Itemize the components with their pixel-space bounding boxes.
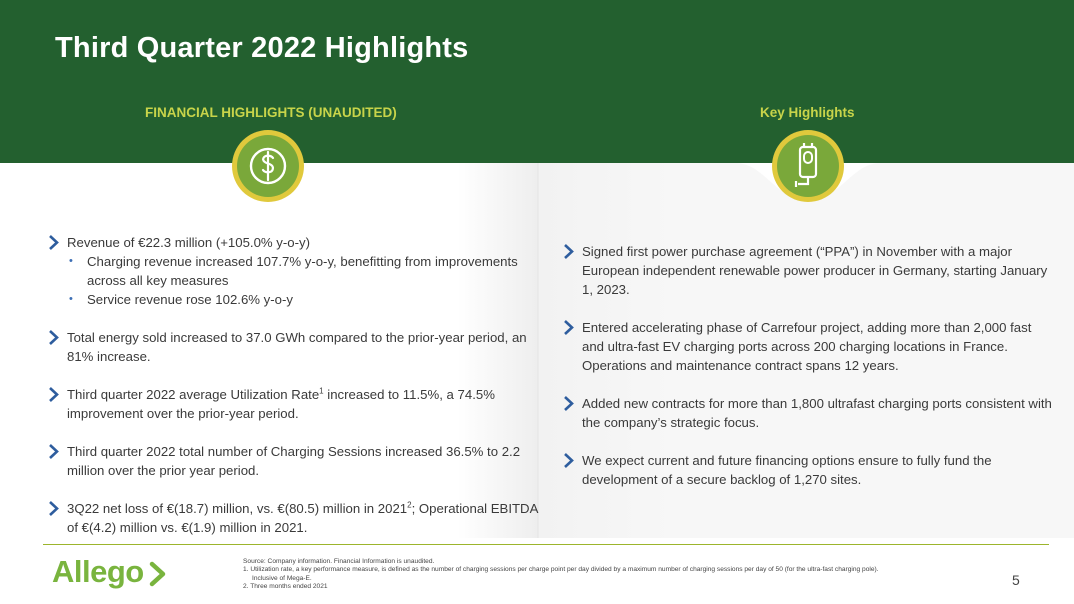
list-item: Entered accelerating phase of Carrefour project, adding more than 2,000 fast and ultra-fast EV charging ports across 200 charging locations in France. Operations and maintenance contract spans 12 years. <box>563 318 1053 375</box>
footnote-1: 1. Utilization rate, a key performance measure, is defined as the number of charging sessions per charge point per day divided by a maximum number of charging sessions per day of 50 (for the ultra-fast charging pole). <box>243 566 879 574</box>
footnote-2: 2. Three months ended 2021 <box>243 583 328 591</box>
bullet-dot-icon: • <box>69 255 73 267</box>
list-item: 3Q22 net loss of €(18.7) million, vs. €(80.5) million in 2021$^2$; Operational EBITDA of €(4.2) million vs. €(1.9) million in 2021. <box>48 499 538 537</box>
page-number: 5 <box>1012 572 1020 588</box>
chevron-right-icon <box>563 395 575 412</box>
chevron-right-icon <box>48 386 60 403</box>
allego-logo: Allego <box>52 554 144 589</box>
source-note: Source: Company information. Financial Information is unaudited. <box>243 558 435 565</box>
chevron-right-icon <box>563 243 575 260</box>
dollar-coin-icon <box>230 128 306 204</box>
footnotes <box>243 558 1003 592</box>
financial-highlights-heading: FINANCIAL HIGHLIGHTS (UNAUDITED) <box>145 105 397 120</box>
footer-divider <box>43 544 1049 545</box>
sub-list-item: • Service revenue rose 102.6% y-o-y <box>69 292 293 307</box>
chevron-right-icon <box>563 452 575 469</box>
charging-plug-icon <box>770 128 846 204</box>
bullet-dot-icon: • <box>69 293 73 305</box>
list-item: Total energy sold increased to 37.0 GWh compared to the prior-year period, an 81% increase. <box>48 328 538 366</box>
list-item: Third quarter 2022 average Utilization Rate$^1$ increased to 11.5%, a 74.5% improvement over the prior-year period. <box>48 385 538 423</box>
page-title: Third Quarter 2022 Highlights <box>55 32 469 64</box>
list-item: We expect current and future financing options ensure to fully fund the development of a secure backlog of 1,270 sites. <box>563 451 1053 489</box>
key-highlights-list <box>563 242 1053 489</box>
list-item: Third quarter 2022 total number of Charging Sessions increased 36.5% to 2.2 million over the prior year period. <box>48 442 538 480</box>
logo-chevron-icon <box>148 561 168 587</box>
list-item: Signed first power purchase agreement (“PPA”) in November with a major European independent renewable power producer in Germany, starting January 1, 2023. <box>563 242 1053 299</box>
chevron-right-icon <box>48 234 60 251</box>
financial-highlights-list <box>48 233 538 537</box>
footnote-1-continued: Inclusive of Mega-E. <box>252 574 312 582</box>
chevron-right-icon <box>48 443 60 460</box>
key-highlights-heading: Key Highlights <box>760 105 855 120</box>
chevron-right-icon <box>563 319 575 336</box>
list-item: Added new contracts for more than 1,800 ultrafast charging ports consistent with the company’s strategic focus. <box>563 394 1053 432</box>
list-item: Revenue of €22.3 million (+105.0% y-o-y) <box>48 233 538 252</box>
chevron-right-icon <box>48 329 60 346</box>
sub-list-item: • Charging revenue increased 107.7% y-o-y, benefitting from improvements across all key measures <box>69 254 518 288</box>
chevron-right-icon <box>48 500 60 517</box>
